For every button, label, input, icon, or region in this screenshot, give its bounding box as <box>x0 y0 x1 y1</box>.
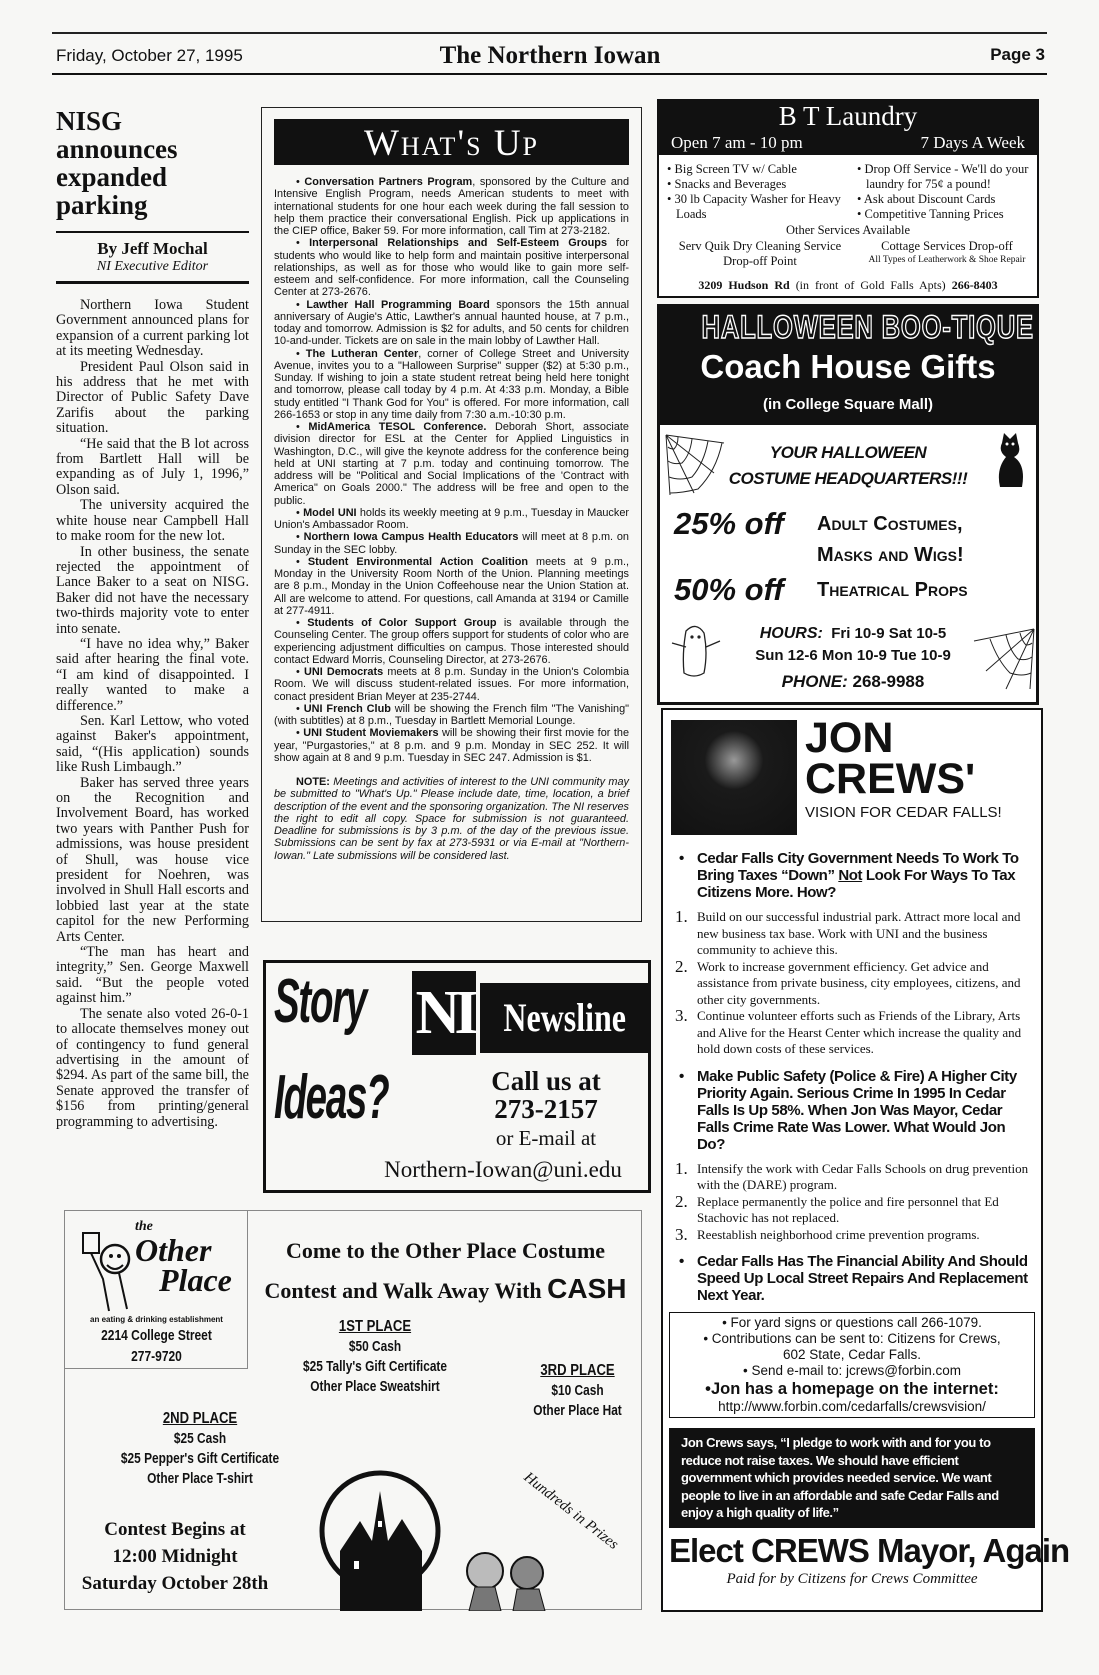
article-byline: By Jeff Mochal <box>97 239 208 258</box>
first-prize: 1ST PLACE $50 Cash $25 Tally's Gift Certificate Other Place Sweatshirt <box>302 1318 448 1395</box>
platform-point: • Cedar Falls City Government Needs To Work To Bring Taxes “Down” Not Look For Ways To Tax Citizens More. How? <box>675 850 1029 901</box>
halloween-slogan: YOUR HALLOWEEN <box>769 443 927 462</box>
jon-crews-ad <box>661 708 1070 1612</box>
platform-content <box>669 850 1070 1588</box>
boutique-banner: HALLOWEEN BOO-TIQUE <box>701 309 1034 345</box>
divider <box>56 231 249 233</box>
page-number: Page 3 <box>990 45 1045 64</box>
listing-item: • UNI French Club will be showing the French film "The Vanishing" (with subtitles) at 8 p.m., Tuesday in Bartlett Memorial Lounge. <box>274 702 629 727</box>
laundry-features: • Big Screen TV w/ Cable • Snacks and Beverages • 30 lb Capacity Washer for Heavy Loads <box>667 162 841 221</box>
bt-laundry-ad <box>657 99 1039 298</box>
other-place-ad <box>64 1210 642 1610</box>
paragraph: The senate also voted 26-0-1 to allocate themselves money out of contingency to fund general advertising in the amount of $294. As part of the same bill, the Senate approved the transfer of $156 from printing/general programming to advertising. <box>56 1005 249 1130</box>
whats-up-title: What's Up <box>274 119 629 165</box>
spiderweb-icon <box>972 627 1036 691</box>
discount-item: Theatrical Props <box>817 579 968 601</box>
ghost-icon <box>670 623 722 683</box>
other-services-heading: Other Services Available <box>785 223 911 237</box>
platform-point: • Make Public Safety (Police & Fire) A Higher City Priority Again. Serious Crime In 1995 In Cedar Falls Is Up 58%. When Jon Was Mayor, Cedar Falls Crime Rate Was Lower. What Would Jon Do? <box>675 1068 1029 1153</box>
address: 2214 College Street <box>101 1327 212 1344</box>
listing-item: • Interpersonal Relationships and Self-Esteem Groups for students who would like to help form and maintain positive interpersonal relationships, as well as for those who would like to gain more self-esteem and self-confidence. For more information, call the Counseling Center at 273-2676. <box>274 237 629 299</box>
laundry-address: 3209 Hudson Rd (in front of Gold Falls Apts) 266-8403 <box>698 278 998 292</box>
trick-or-treaters-icon <box>455 1541 565 1611</box>
header-top-rule <box>52 32 1047 34</box>
newsline-title: Newsline <box>480 983 650 1053</box>
listing-item: • Students of Color Support Group is available through the Counseling Center. The group offers support for students of color who are experiencing adjustment difficulties on campus. Those interested should contact Edward Morris, Counseling Director, at 273-2676. <box>274 617 629 666</box>
paragraph: Baker has served three years on the Recognition and Involvement Board, has worked two years with Panther Push for admissions, was house president of Shull, was house vice president for Noehren, was involved in Shull Hall escorts and lobbied last year at the state capitol for the new Performing Arts Center. <box>56 774 249 945</box>
listing-item: • Model UNI holds its weekly meeting at 9 p.m., Tuesday in Maucker Union's Ambassador Room. <box>274 506 630 531</box>
paragraph: “I have no idea why,” Baker said after hearing the final vote. “I am kind of disappointed. I really wanted to make a difference.” <box>56 635 249 714</box>
listing-item: • Lawther Hall Programming Board sponsors the 15th annual anniversary of Augie's Attic, Lawther's annual haunted house, at 7 p.m., today and tomorrow. Admission is $2 for adults, and 50 cents for children 10-and-under. Tickets are on sale in the main lobby of Lawther Hall. <box>274 298 629 348</box>
header-bottom-rule <box>52 73 1047 75</box>
store-phone: PHONE: 268-9988 <box>781 672 925 691</box>
homepage-url: http://www.forbin.com/cedarfalls/crewsvision/ <box>718 1399 986 1414</box>
paragraph: “The man has heart and integrity,” Sen. George Maxwell said. “But the people voted against him.” <box>56 944 249 1007</box>
whats-up-listings <box>274 176 629 862</box>
dry-cleaning-service: Serv Quik Dry Cleaning Service Drop-off Point <box>678 239 842 268</box>
listing-item: • MidAmerica TESOL Conference. Deborah Short, associate division director for ESL at the Center for Applied Linguistics in Washington, D.C., will give the keynote address for the conference being held at UNI starting at 7 p.m. today and continuing tomorrow. The address will be "Political and Social Implications of the 'Contract with America" on Goals 2000." The address will be free and open to the public. <box>274 421 629 507</box>
laundry-days: 7 Days A Week <box>920 133 1025 152</box>
candidate-quote: Jon Crews says, “I pledge to work with and for you to reduce not raise taxes. We should have efficient government which provides needed service. We want people to live in an affordable and safe Cedar Falls and enjoy a high quality of life.” <box>669 1428 1035 1528</box>
cartoon-mascot-icon <box>79 1229 141 1315</box>
paragraph: “He said that the B lot across from Bartlett Hall will be expanding as of July 1, 1996,” Olson said. <box>56 435 249 498</box>
coach-house-title: Coach House Gifts <box>700 348 996 385</box>
author-title: NI Executive Editor <box>96 259 209 274</box>
halloween-slogan: COSTUME HEADQUARTERS!!! <box>728 469 968 488</box>
cottage-service: Cottage Services Drop-off All Types of Leatherwork & Shoe Repair <box>868 239 1026 265</box>
campaign-slogan: VISION FOR CEDAR FALLS! <box>805 804 1002 821</box>
whats-up-box <box>261 107 642 922</box>
listing-item: • UNI Student Moviemakers will be showing their first movie for the year, "Purgastories," at 8 p.m. and 9 p.m. Monday in SEC 252. It will show again at 8 and 9 p.m. Tuesday in SEC 247. Admission is $1. <box>274 727 629 764</box>
newsline-email: Northern-Iowan@uni.edu <box>384 1157 622 1182</box>
platform-list: 1. Build on our successful industrial park. Attract more local and new business tax base. Work with UNI and the business community to achieve this. 2. Work to increase government efficiency. Get advice and assistance from private business, city employees, citizens, and other city governments. 3. Continue volunteer efforts such as Friends of the Library, Arts and Alive for the Hearst Center which increase the quality and hold down costs of these services. <box>675 907 1022 1056</box>
hundreds-in-prizes: Hundreds in Prizes <box>520 1469 622 1553</box>
discount-item: Adult Costumes, <box>817 513 963 535</box>
campaign-contact-box: • For yard signs or questions call 266-1079. • Contributions can be sent to: Citizens for Crews, 602 State, Cedar Falls. • Send e-mail to: jcrews@forbin.com •Jon has a homepage on the internet: http://www.forbin.com/cedarfalls/crewsvision/ <box>669 1312 1035 1418</box>
discount-50: 50% off <box>674 572 784 607</box>
paragraph: President Paul Olson said in his address that he met with Director of Public Safety Dave Zarifis about the parking situation. <box>56 358 249 437</box>
contest-headline: Come to the Other Place Costume Contest and Walk Away With CASH <box>264 1238 627 1304</box>
candidate-photo <box>671 720 797 835</box>
issue-date: Friday, October 27, 1995 <box>56 46 243 65</box>
listing-item: • Northern Iowa Campus Health Educators will meet at 8 p.m. on Sunday in the SEC lobby. <box>274 531 629 556</box>
laundry-hours: Open 7 am - 10 pm <box>671 133 803 152</box>
laundry-banner <box>659 101 1037 155</box>
platform-point: • Cedar Falls Has The Financial Ability And Should Speed Up Local Street Repairs And Replacement Next Year. <box>675 1253 1029 1304</box>
coach-house-banner <box>660 307 1036 425</box>
laundry-services: • Drop Off Service - We'll do your laundry for 75¢ a pound! • Ask about Discount Cards • Competitive Tanning Prices <box>857 162 1029 221</box>
candidate-name: JON CREWS' <box>805 714 976 803</box>
paragraph: Northern Iowa Student Government announced plans for expansion of a current parking lot at its meeting Wednesday. <box>56 297 249 360</box>
discount-item: Masks and Wigs! <box>817 544 964 566</box>
discount-25: 25% off <box>674 506 784 541</box>
paragraph: In other business, the senate rejected the appointment of Lance Baker to a seat on NISG. Baker did not have the necessary two-thirds majority vote to enter into senate. <box>56 543 249 637</box>
paid-for-disclaimer: Paid for by Citizens for Crews Committee <box>726 1570 978 1587</box>
contest-start-time: Contest Begins at 12:00 Midnight Saturday October 28th <box>81 1519 269 1594</box>
submission-note: NOTE: Meetings and activities of interest to the UNI community may be submitted to "What's Up." Please include date, time, location, a brief description of the event and the sponsoring organization. The NI reserves the right to edit all copy. Space for submission is not guaranteed. Deadline for submissions is by 3 p.m. of the day of the previous issue. Submissions can be sent by fax at 273-5931 or via E-mail at "Northern-Iowan." Late submissions will be considered last. <box>274 776 629 862</box>
newsline-call: Call us at 273-2157 <box>446 1067 646 1123</box>
third-prize: 3RD PLACE $10 Cash Other Place Hat <box>533 1362 622 1419</box>
email-label: or E-mail at <box>495 1126 597 1150</box>
newsline-ad <box>263 960 651 1193</box>
haunted-house-icon <box>310 1461 450 1611</box>
article-headline: NISG announces expanded parking <box>56 106 178 220</box>
listing-item: • UNI Democrats meets at 8 p.m. Sunday in the Union's Colombia Room. We will discuss student-related issues. For more information, conact president Brian Meyer at 235-2744. <box>274 666 630 703</box>
tagline: an eating & drinking establishment <box>90 1315 223 1324</box>
laundry-title: B T Laundry <box>778 101 918 131</box>
listing-item: • Student Environmental Action Coalition meets at 9 p.m., Monday in the University Room North of the Union. Planning meetings are 8 p.m., Monday in the Union Coffeehouse near the Union Station at. All are welcome to attend. For questions, call Amanda at 3194 or Camille at 277-4911. <box>274 555 630 617</box>
second-prize: 2ND PLACE $25 Cash $25 Pepper's Gift Certificate Other Place T-shirt <box>120 1410 280 1487</box>
platform-list: 1. Intensify the work with Cedar Falls Schools on drug prevention with the (DARE) program. 2. Replace permanently the police and fire personnel that Ed Stachovic has not replaced. 3. Reestablish neighborhood crime prevention programs. <box>675 1158 1029 1244</box>
other-place-logo-text: the Other Place <box>135 1219 232 1298</box>
other-place-logo-box <box>65 1211 248 1369</box>
newsline-phone: 273-2157 <box>494 1094 598 1124</box>
article-body <box>56 298 249 1130</box>
elect-slogan: Elect CREWS Mayor, Again <box>669 1531 1070 1569</box>
ni-logo: NI <box>412 971 476 1055</box>
store-hours: HOURS: Fri 10-9 Sat 10-5 Sun 12-6 Mon 10-9 Tue 10-9 <box>755 625 951 664</box>
nisg-article <box>56 107 249 1130</box>
newspaper-name: The Northern Iowan <box>439 42 661 69</box>
divider <box>56 281 249 284</box>
phone: 277-9720 <box>131 1348 182 1365</box>
story-ideas-heading: Story Ideas? <box>274 967 389 1132</box>
listing-item: • Conversation Partners Program, sponsored by the Culture and Intensive English Program, needs American students to meet with international students for one hour each week during the fall session to help them practice their conversational English. Pick up applications in the CIEP office, Baker 59. For more information, call Tim at 273-2182. <box>274 176 630 237</box>
coach-house-ad <box>657 304 1039 705</box>
listing-item: • The Lutheran Center, corner of College Street and University Avenue, invites you to a "Halloween Surprise" supper ($2) at 5:30 p.m., Sunday. If wishing to join a state student retreat being held here tonight and tomorrow, please call today by 4 p.m. At 4:33 p.m. Monday, a Bible study entitled "I Thank God for You" is offered. For more information, call 266-1653 or stop in any time daily from 7:30 a.m.-10:30 p.m. <box>274 347 629 421</box>
coach-house-location: (in College Square Mall) <box>762 396 934 413</box>
paragraph: Sen. Karl Lettow, who voted against Baker's appointment, said, “(His application) sounds like Rush Limbaugh.” <box>56 712 249 776</box>
paragraph: The university acquired the white house near Campbell Hall to make room for the new lot. <box>56 497 249 545</box>
